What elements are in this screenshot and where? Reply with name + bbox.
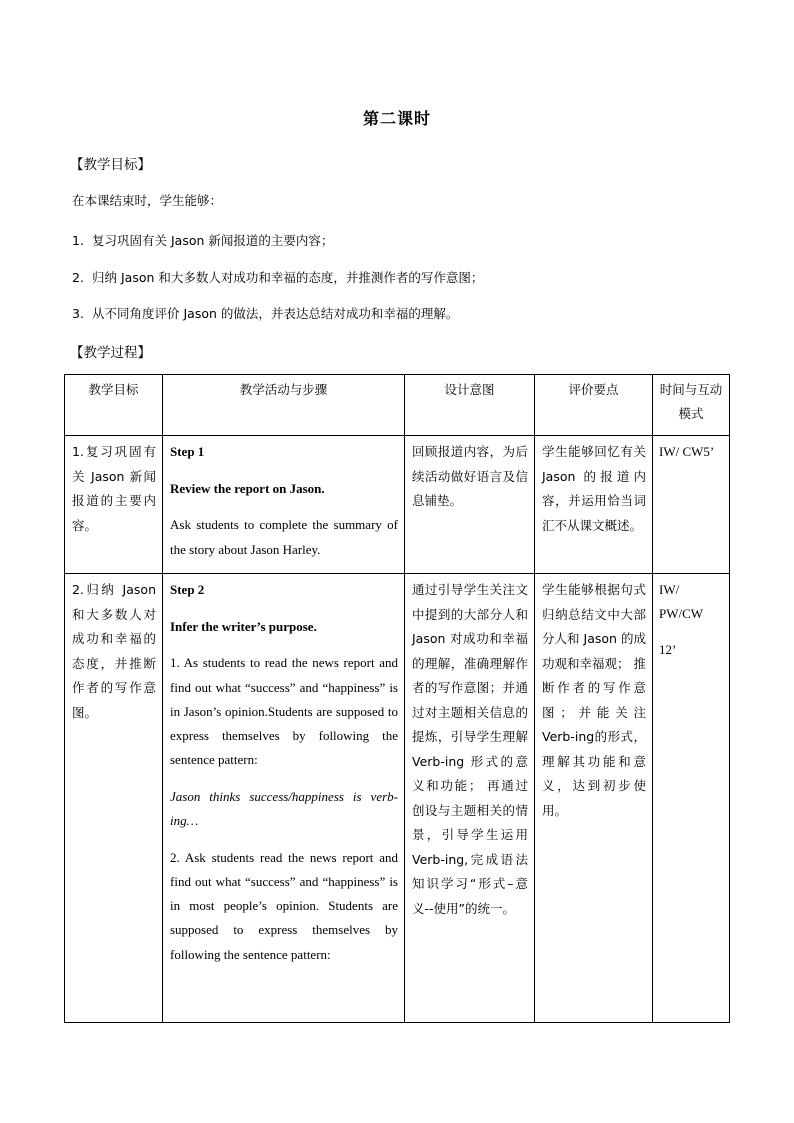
- goal-text: 从不同角度评价 Jason 的做法，并表达总结对成功和幸福的理解。: [92, 306, 459, 321]
- goal-text: 归纳 Jason 和大多数人对成功和幸福的态度，并推测作者的写作意图；: [92, 270, 484, 285]
- table-header-row: [65, 375, 730, 436]
- design-cell: 通过引导学生关注文中提到的大部分人和 Jason 对成功和幸福的理解，准确理解作者的写作意图；并通过对主题相关信息的提炼，引导学生理解 Verb-ing 形式的意义和功能； 再通过创设与主题相关的情景，引导学生运用 Verb-ing,完成语法知识学习“形式–意义--使用”的统一。: [412, 582, 528, 916]
- activity-paragraph: 2. Ask students read the news report and find out what “success” and “happiness” is in most people’s opinion. Students are supposed to express themselves by following the sentence pattern:: [170, 849, 398, 962]
- table-row: [65, 574, 730, 1023]
- goal-number: 1.: [72, 233, 84, 248]
- goal-number: 3.: [72, 306, 84, 321]
- goal-item: [72, 304, 458, 322]
- header-time: 时间与互动模式: [653, 375, 730, 436]
- lesson-process-table: [64, 374, 730, 1023]
- time-cell: [653, 574, 729, 679]
- goal-text: 复习巩固有关 Jason 新闻报道的主要内容；: [92, 233, 334, 248]
- header-design: 设计意图: [405, 375, 535, 436]
- evaluation-cell: 学生能够根据句式归纳总结文中大部分人和 Jason 的成功观和幸福观； 推断作者的写作意图；并能关注 Verb-ing的形式，理解其功能和意义，达到初步使用。: [542, 582, 646, 818]
- table-row: [65, 436, 730, 574]
- time-minutes: 12’: [659, 642, 677, 658]
- activity-cell: [163, 574, 404, 971]
- goals-heading: 【教学目标】: [70, 157, 151, 173]
- objective-cell: 2.归纳 Jason 和大多数人对成功和幸福的态度，并推断作者的写作意图。: [72, 582, 156, 720]
- time-mode: IW/ PW/CW: [659, 582, 704, 622]
- time-mode: IW/ CW5’: [659, 444, 715, 459]
- time-cell: [653, 436, 729, 480]
- header-evaluation: 评价要点: [535, 375, 653, 436]
- sentence-pattern: Jason thinks success/happiness is verb-ing…: [170, 788, 398, 829]
- goal-item: [72, 268, 483, 286]
- intro-text: 在本课结束时，学生能够：: [72, 193, 223, 208]
- header-activity: 教学活动与步骤: [163, 375, 405, 436]
- design-cell: 回顾报道内容，为后续活动做好语言及信息铺垫。: [412, 444, 528, 508]
- page-title: 第二课时: [362, 109, 431, 128]
- step-label: Step 1: [170, 444, 205, 459]
- activity-cell: [163, 436, 404, 566]
- activity-paragraph: 1. As students to read the news report and find out what “success” and “happiness” is in Jason’s opinion.Students are supposed to express themselves by following the sentence pattern:: [170, 655, 398, 768]
- step-title: Infer the writer’s purpose.: [170, 618, 317, 634]
- step-title: Review the report on Jason.: [170, 480, 325, 496]
- activity-paragraph: Ask students to complete the summary of the story about Jason Harley.: [170, 517, 398, 557]
- goal-item: [72, 231, 333, 249]
- evaluation-cell: 学生能够回忆有关 Jason 的报道内容，并运用恰当词汇不从课文概述。: [542, 444, 646, 533]
- goal-number: 2.: [72, 270, 84, 285]
- header-objective: 教学目标: [65, 375, 163, 436]
- objective-cell: 1.复习巩固有关 Jason 新闻报道的主要内容。: [72, 444, 156, 533]
- step-label: Step 2: [170, 582, 205, 597]
- process-heading: 【教学过程】: [70, 345, 151, 361]
